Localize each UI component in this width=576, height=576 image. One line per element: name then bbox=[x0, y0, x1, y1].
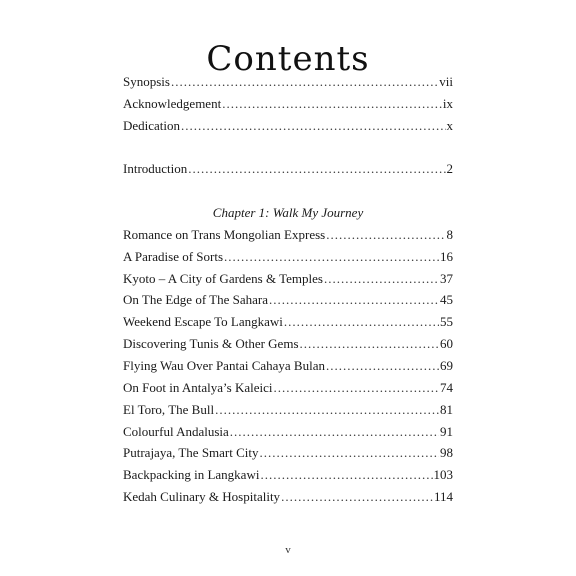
toc-entry[interactable] bbox=[123, 334, 453, 354]
page-title: Contents bbox=[206, 38, 370, 79]
toc-entry-page: 2 bbox=[446, 161, 453, 176]
toc-entry[interactable] bbox=[123, 356, 453, 376]
toc-entry-label: Putrajaya, The Smart City bbox=[123, 445, 259, 460]
dot-leader bbox=[326, 356, 439, 376]
dot-leader bbox=[222, 94, 442, 114]
toc-entry-label: Kyoto – A City of Gardens & Temples bbox=[123, 271, 323, 286]
toc-entry-label: Discovering Tunis & Other Gems bbox=[123, 336, 299, 351]
toc-entry-label: El Toro, The Bull bbox=[123, 402, 215, 417]
dot-leader bbox=[181, 116, 445, 136]
toc-entry-label: Weekend Escape To Langkawi bbox=[123, 314, 283, 329]
toc-entry-label: Romance on Trans Mongolian Express bbox=[123, 227, 326, 242]
toc-entry-label: Acknowledgement bbox=[123, 96, 222, 111]
toc-entry[interactable] bbox=[123, 422, 453, 442]
dot-leader bbox=[224, 247, 439, 267]
toc-entry-label: Colourful Andalusia bbox=[123, 424, 229, 439]
toc-entry-page: 91 bbox=[440, 424, 453, 439]
toc-entry-page: 74 bbox=[440, 380, 453, 395]
toc-entry-page: 114 bbox=[433, 489, 453, 504]
dot-leader bbox=[171, 72, 438, 92]
toc-entry[interactable] bbox=[123, 465, 453, 485]
dot-leader bbox=[281, 487, 433, 507]
toc-entry-label: Dedication bbox=[123, 118, 181, 133]
dot-leader bbox=[300, 334, 440, 354]
toc-entry-page: ix bbox=[442, 96, 453, 111]
toc-entry-synopsis[interactable] bbox=[123, 72, 453, 92]
toc-entry[interactable] bbox=[123, 290, 453, 310]
toc-entry-introduction[interactable] bbox=[123, 159, 453, 179]
toc-entry-acknowledgement[interactable] bbox=[123, 94, 453, 114]
dot-leader bbox=[269, 290, 439, 310]
toc-entry-label: On Foot in Antalya’s Kaleici bbox=[123, 380, 273, 395]
toc-entry-page: 60 bbox=[440, 336, 453, 351]
dot-leader bbox=[324, 269, 439, 289]
toc-entry-page: vii bbox=[439, 74, 453, 89]
toc-entry-page: 69 bbox=[440, 358, 453, 373]
toc-entry-label: A Paradise of Sorts bbox=[123, 249, 224, 264]
toc-entry-page: 81 bbox=[440, 402, 453, 417]
toc-entry-label: Backpacking in Langkawi bbox=[123, 467, 260, 482]
dot-leader bbox=[230, 422, 439, 442]
toc-entry-label: On The Edge of The Sahara bbox=[123, 292, 268, 307]
dot-leader bbox=[260, 465, 432, 485]
toc-entry-page: 103 bbox=[433, 467, 453, 482]
dot-leader bbox=[260, 443, 439, 463]
toc-entry[interactable] bbox=[123, 378, 453, 398]
toc-entry[interactable] bbox=[123, 225, 453, 245]
chapter-heading: Chapter 1: Walk My Journey bbox=[212, 205, 364, 220]
dot-leader bbox=[284, 312, 439, 332]
toc-entry-page: x bbox=[446, 118, 453, 133]
dot-leader bbox=[215, 400, 439, 420]
page-number: v bbox=[285, 544, 291, 556]
toc-entry-page: 98 bbox=[440, 445, 453, 460]
dot-leader bbox=[273, 378, 439, 398]
dot-leader bbox=[326, 225, 445, 245]
toc-entry-dedication[interactable] bbox=[123, 116, 453, 136]
toc-entry[interactable] bbox=[123, 443, 453, 463]
dot-leader bbox=[188, 159, 445, 179]
toc-entry[interactable] bbox=[123, 312, 453, 332]
toc-entry-label: Flying Wau Over Pantai Cahaya Bulan bbox=[123, 358, 325, 373]
toc-entry[interactable] bbox=[123, 247, 453, 267]
toc-entry-label: Introduction bbox=[123, 161, 188, 176]
toc-entry-page: 8 bbox=[446, 227, 453, 242]
toc-entry-page: 37 bbox=[440, 271, 453, 286]
toc-entry[interactable] bbox=[123, 487, 453, 507]
toc-entry-page: 45 bbox=[440, 292, 453, 307]
toc-entry[interactable] bbox=[123, 400, 453, 420]
toc-entry[interactable] bbox=[123, 269, 453, 289]
toc-entry-label: Kedah Culinary & Hospitality bbox=[123, 489, 281, 504]
toc-entry-page: 16 bbox=[440, 249, 453, 264]
toc-entry-page: 55 bbox=[440, 314, 453, 329]
toc-entry-label: Synopsis bbox=[123, 74, 170, 89]
